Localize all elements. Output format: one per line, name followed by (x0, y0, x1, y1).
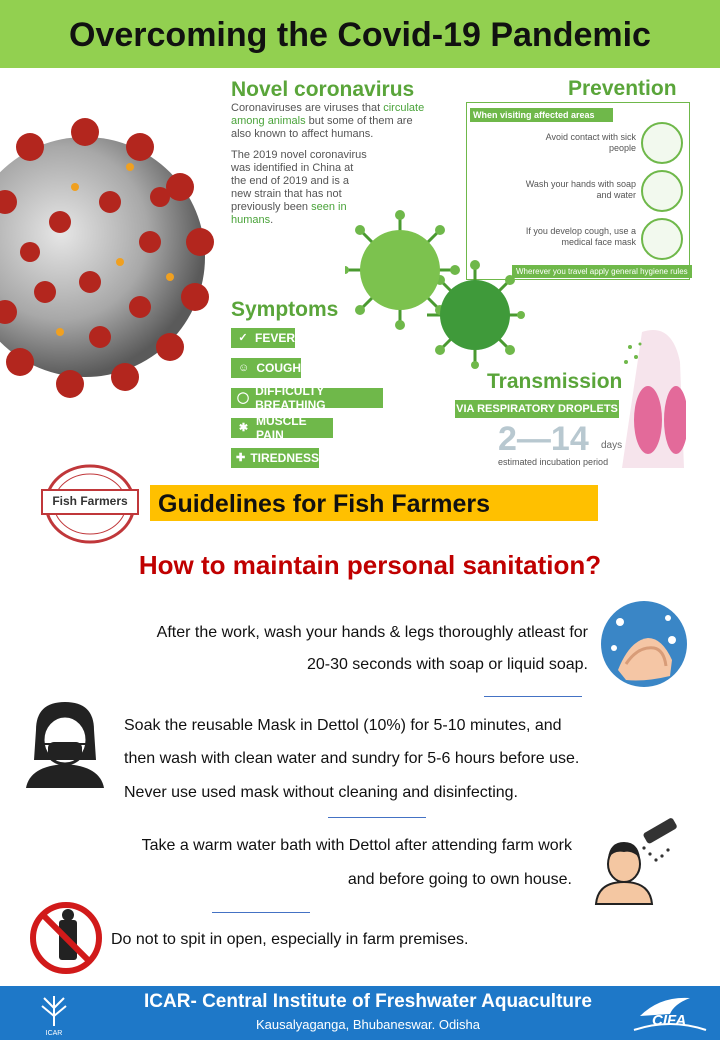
prevention-item-1: Avoid contact with sick people (545, 132, 636, 153)
novel-paragraph-1: Coronaviruses are viruses that circulate among animals but some of them are also known to affect humans. (231, 102, 425, 140)
footer-title: ICAR- Central Institute of Freshwater Aquaculture (144, 991, 592, 1012)
stamp-label: Fish Farmers (52, 494, 128, 508)
transmission-title: Transmission (487, 370, 623, 393)
icar-logo-text: ICAR (45, 1030, 63, 1037)
tip-1-line-2: 20-30 seconds with soap or liquid soap. (306, 656, 588, 673)
transmission-via: VIA RESPIRATORY DROPLETS (455, 400, 619, 418)
incubation-days: days (601, 440, 623, 451)
face-mask-icon (641, 218, 683, 260)
prevention-title: Prevention (568, 77, 677, 100)
no-spitting-icon (28, 900, 104, 976)
cifa-logo-text: CIFA (652, 1012, 687, 1029)
thermometer-icon: ✓ (238, 332, 248, 344)
tip-4: Do not to spit in open, especially in farm premises. (111, 931, 469, 948)
hand-wash-icon (641, 170, 683, 212)
lungs-icon: ◯ (236, 392, 250, 404)
symptom-cough (231, 358, 301, 378)
tip-2-line-1: Soak the reusable Mask in Dettol (10%) for 5-10 minutes, and (124, 717, 562, 734)
symptom-label: MUSCLE PAIN (255, 414, 307, 442)
cough-icon: ☺ (238, 362, 250, 374)
symptom-muscle-pain (231, 414, 333, 442)
separator-1 (484, 696, 582, 697)
prevention-item-2: Wash your hands with soap and water (525, 179, 636, 200)
sick-person-icon (641, 122, 683, 164)
green-virus-illustration (345, 210, 525, 370)
page-title: Overcoming the Covid-19 Pandemic (69, 16, 651, 54)
shower-person-icon (592, 814, 684, 906)
sanitation-question: How to maintain personal sanitation? (138, 550, 602, 580)
tip-1-line-1: After the work, wash your hands & legs thoroughly atleast for (156, 624, 588, 641)
symptom-tiredness (231, 448, 319, 468)
novel-paragraph-2: The 2019 novel coronavirus was identified in China at the end of 2019 and is a new strain that has not previously been seen in humans. (231, 149, 367, 226)
symptom-label: TIREDNESS (250, 451, 319, 465)
guidelines-title: Guidelines for Fish Farmers (158, 490, 491, 518)
symptom-breathing (231, 384, 383, 412)
coronavirus-illustration (0, 92, 222, 422)
incubation-note: estimated incubation period (498, 457, 609, 467)
separator-2 (328, 817, 426, 818)
hand-washing-icon (600, 600, 688, 688)
prevention-item-3: If you develop cough, use a medical face mask (525, 226, 636, 247)
symptoms-title: Symptoms (231, 298, 339, 321)
prevention-subtitle: When visiting affected areas (470, 108, 613, 122)
symptom-fever (231, 328, 295, 348)
prevention-footer: Wherever you travel apply general hygiene rules (512, 265, 692, 278)
symptom-label: FEVER (254, 331, 295, 345)
footer-subtitle: Kausalyaganga, Bhubaneswar. Odisha (255, 1017, 481, 1032)
tip-2-line-2: then wash with clean water and sundry for 5-6 hours before use. (124, 750, 580, 767)
tip-3-line-1: Take a warm water bath with Dettol after attending farm work (141, 837, 572, 854)
tired-icon: ✚ (236, 452, 246, 464)
separator-3 (212, 912, 310, 913)
tip-2-line-3: Never use used mask without cleaning and disinfecting. (124, 784, 518, 801)
masked-person-icon (22, 700, 108, 788)
novel-title: Novel coronavirus (231, 78, 415, 101)
tip-3-line-2: and before going to own house. (347, 871, 572, 888)
symptom-label: COUGH (256, 361, 301, 375)
muscle-icon: ✱ (238, 422, 249, 434)
symptom-label: DIFFICULTY BREATHING (255, 384, 326, 412)
lungs-illustration (622, 322, 686, 468)
incubation-range: 2—14 (498, 420, 589, 458)
